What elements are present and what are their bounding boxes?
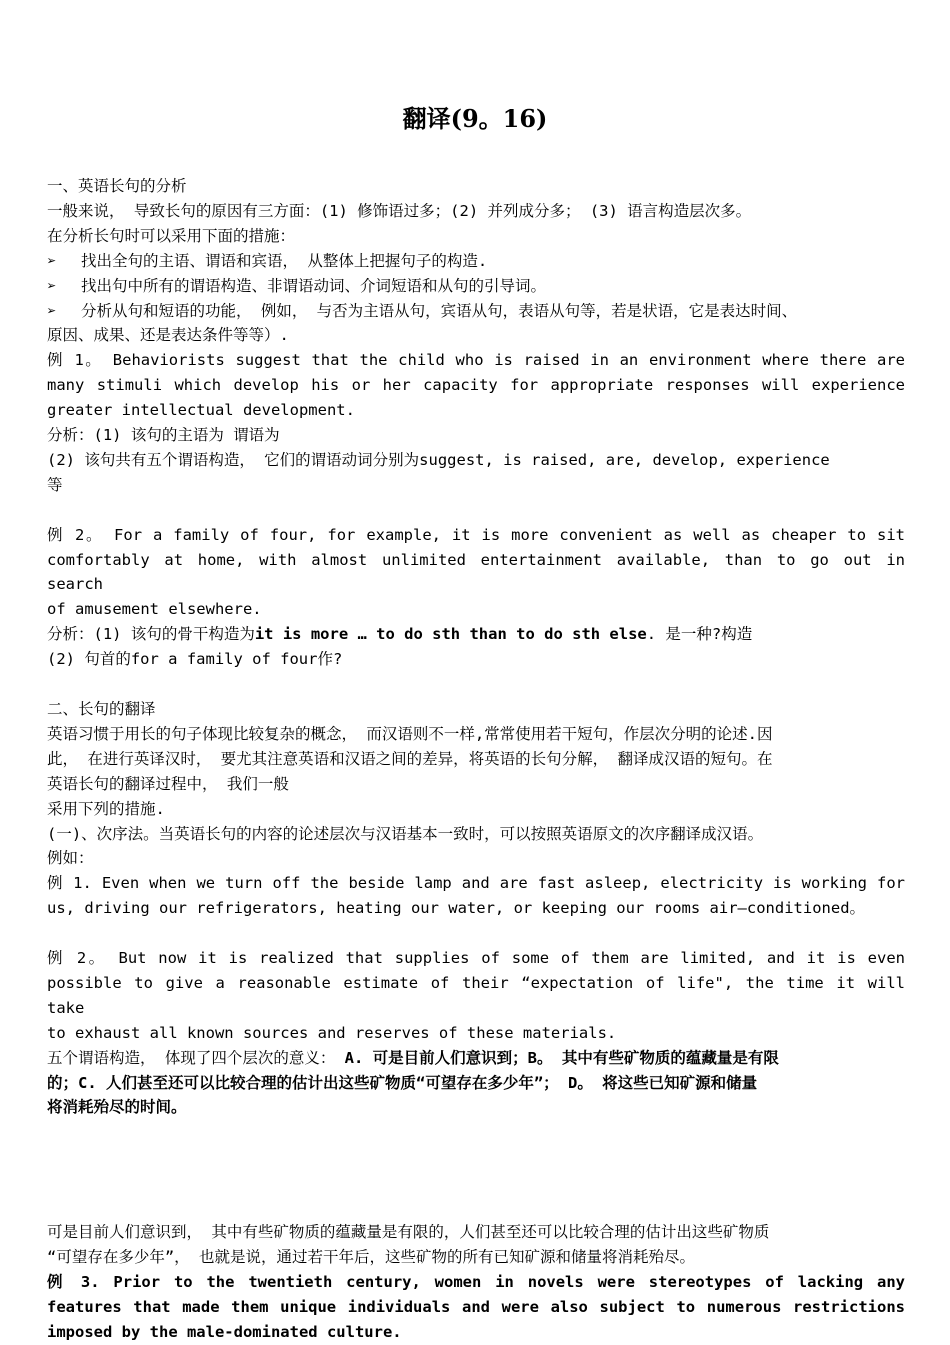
analysis-line: 分析：(1) 该句的主语为 谓语为 bbox=[47, 426, 280, 445]
analysis-line: (2) 句首的for a family of four作? bbox=[47, 650, 343, 669]
paragraph-line: 此， 在进行英译汉时， 要尤其注意英语和汉语之间的差异，将英语的长句分解， 翻译成汉语的短句。在 bbox=[47, 749, 773, 768]
example-line: to exhaust all known sources and reserves of these materials. bbox=[47, 1023, 617, 1042]
paragraph-line: 原因、成果、还是表达条件等等）. bbox=[47, 326, 289, 345]
analysis-line: 等 bbox=[47, 475, 63, 494]
example-line: features that made them unique individuals and were also subject to numerous restrictions bbox=[47, 1297, 905, 1316]
blank-line bbox=[47, 921, 905, 946]
list-item-text: 找出句中所有的谓语构造、非谓语动词、介词短语和从句的引导词。 bbox=[81, 276, 547, 295]
note-line: 将消耗殆尽的时间。 bbox=[47, 1098, 187, 1117]
translation-line: 可是目前人们意识到， 其中有些矿物质的蕴藏量是有限的，人们甚至还可以比较合理的估计出这些矿物质 bbox=[47, 1222, 770, 1241]
page-title: 翻译(9。16) bbox=[402, 104, 548, 133]
bullet-arrow-icon: ➢ bbox=[47, 301, 57, 320]
example-line: 例 2。 But now it is realized that supplies of some of them are limited, and it is even bbox=[47, 949, 905, 968]
analysis-line bbox=[47, 622, 905, 647]
example-line: 例 1。 Behaviorists suggest that the child who is raised in an environment where there are bbox=[47, 351, 905, 370]
note-bold: A. 可是目前人们意识到；B。 其中有些矿物质的蕴藏量是有限 bbox=[335, 1048, 779, 1067]
document-body bbox=[47, 174, 905, 1345]
paragraph-line: 采用下列的措施. bbox=[47, 799, 165, 818]
analysis-suffix: . 是一种?构造 bbox=[646, 625, 753, 644]
analysis-prefix: 分析：(1) 该句的骨干构造为 bbox=[47, 625, 255, 644]
example-line: imposed by the male-dominated culture. bbox=[47, 1322, 402, 1341]
paragraph-line: 一般来说， 导致长句的原因有三方面：(1) 修饰语过多；(2) 并列成分多； (3) 语言构造层次多。 bbox=[47, 201, 752, 220]
paragraph-line: 在分析长句时可以采用下面的措施： bbox=[47, 226, 296, 245]
bullet-arrow-icon: ➢ bbox=[47, 276, 57, 295]
analysis-line: (2) 该句共有五个谓语构造， 它们的谓语动词分别为suggest, is raised, are, develop, experience bbox=[47, 450, 830, 469]
section-heading: 一、英语长句的分析 bbox=[47, 177, 187, 195]
blank-line bbox=[47, 672, 905, 697]
list-item bbox=[47, 249, 905, 274]
blank-line bbox=[47, 498, 905, 523]
example-line: of amusement elsewhere. bbox=[47, 600, 262, 619]
blank-space bbox=[47, 1120, 905, 1220]
example-line: us, driving our refrigerators, heating our water, or keeping our rooms air—conditioned。 bbox=[47, 899, 866, 918]
note-line: 的；C. 人们甚至还可以比较合理的估计出这些矿物质“可望存在多少年”； D。 将这些已知矿源和储量 bbox=[47, 1073, 758, 1092]
example-line: comfortably at home, with almost unlimited entertainment available, than to go out in search bbox=[47, 550, 905, 594]
method-heading: (一)、次序法。当英语长句的内容的论述层次与汉语基本一致时，可以按照英语原文的次序翻译成汉语。 bbox=[47, 824, 764, 843]
bullet-arrow-icon: ➢ bbox=[47, 251, 57, 270]
example-line: 例 2。 For a family of four, for example, it is more convenient as well as cheaper to sit bbox=[47, 525, 905, 544]
translation-line: “可望存在多少年”， 也就是说，通过若干年后，这些矿物的所有已知矿源和储量将消耗殆尽。 bbox=[47, 1247, 695, 1266]
example-line: greater intellectual development. bbox=[47, 401, 355, 420]
note-line bbox=[47, 1046, 905, 1071]
list-item-text: 找出全句的主语、谓语和宾语， 从整体上把握句子的构造. bbox=[81, 251, 488, 270]
example-line: possible to give a reasonable estimate of their “expectation of life", the time it will take bbox=[47, 973, 905, 1017]
example-line: 例 1. Even when we turn off the beside lamp and are fast asleep, electricity is working for bbox=[47, 874, 905, 893]
section-heading: 二、长句的翻译 bbox=[47, 700, 156, 718]
note-prefix: 五个谓语构造， 体现了四个层次的意义： bbox=[47, 1048, 336, 1067]
paragraph-line: 例如： bbox=[47, 849, 94, 868]
example-line: 例 3. Prior to the twentieth century, women in novels were stereotypes of lacking any bbox=[47, 1272, 905, 1291]
list-item bbox=[47, 274, 905, 299]
paragraph-line: 英语习惯于用长的句子体现比较复杂的概念， 而汉语则不一样,常常使用若干短句，作层次分明的论述.因 bbox=[47, 724, 773, 743]
example-line: many stimuli which develop his or her capacity for appropriate responses will experience bbox=[47, 376, 905, 395]
paragraph-line: 英语长句的翻译过程中， 我们一般 bbox=[47, 774, 289, 793]
sentence-structure: it is more … to do sth than to do sth else bbox=[254, 625, 647, 644]
list-item-text: 分析从句和短语的功能， 例如， 与否为主语从句，宾语从句，表语从句等，若是状语，它是表达时间、 bbox=[81, 301, 798, 320]
list-item bbox=[47, 299, 905, 324]
